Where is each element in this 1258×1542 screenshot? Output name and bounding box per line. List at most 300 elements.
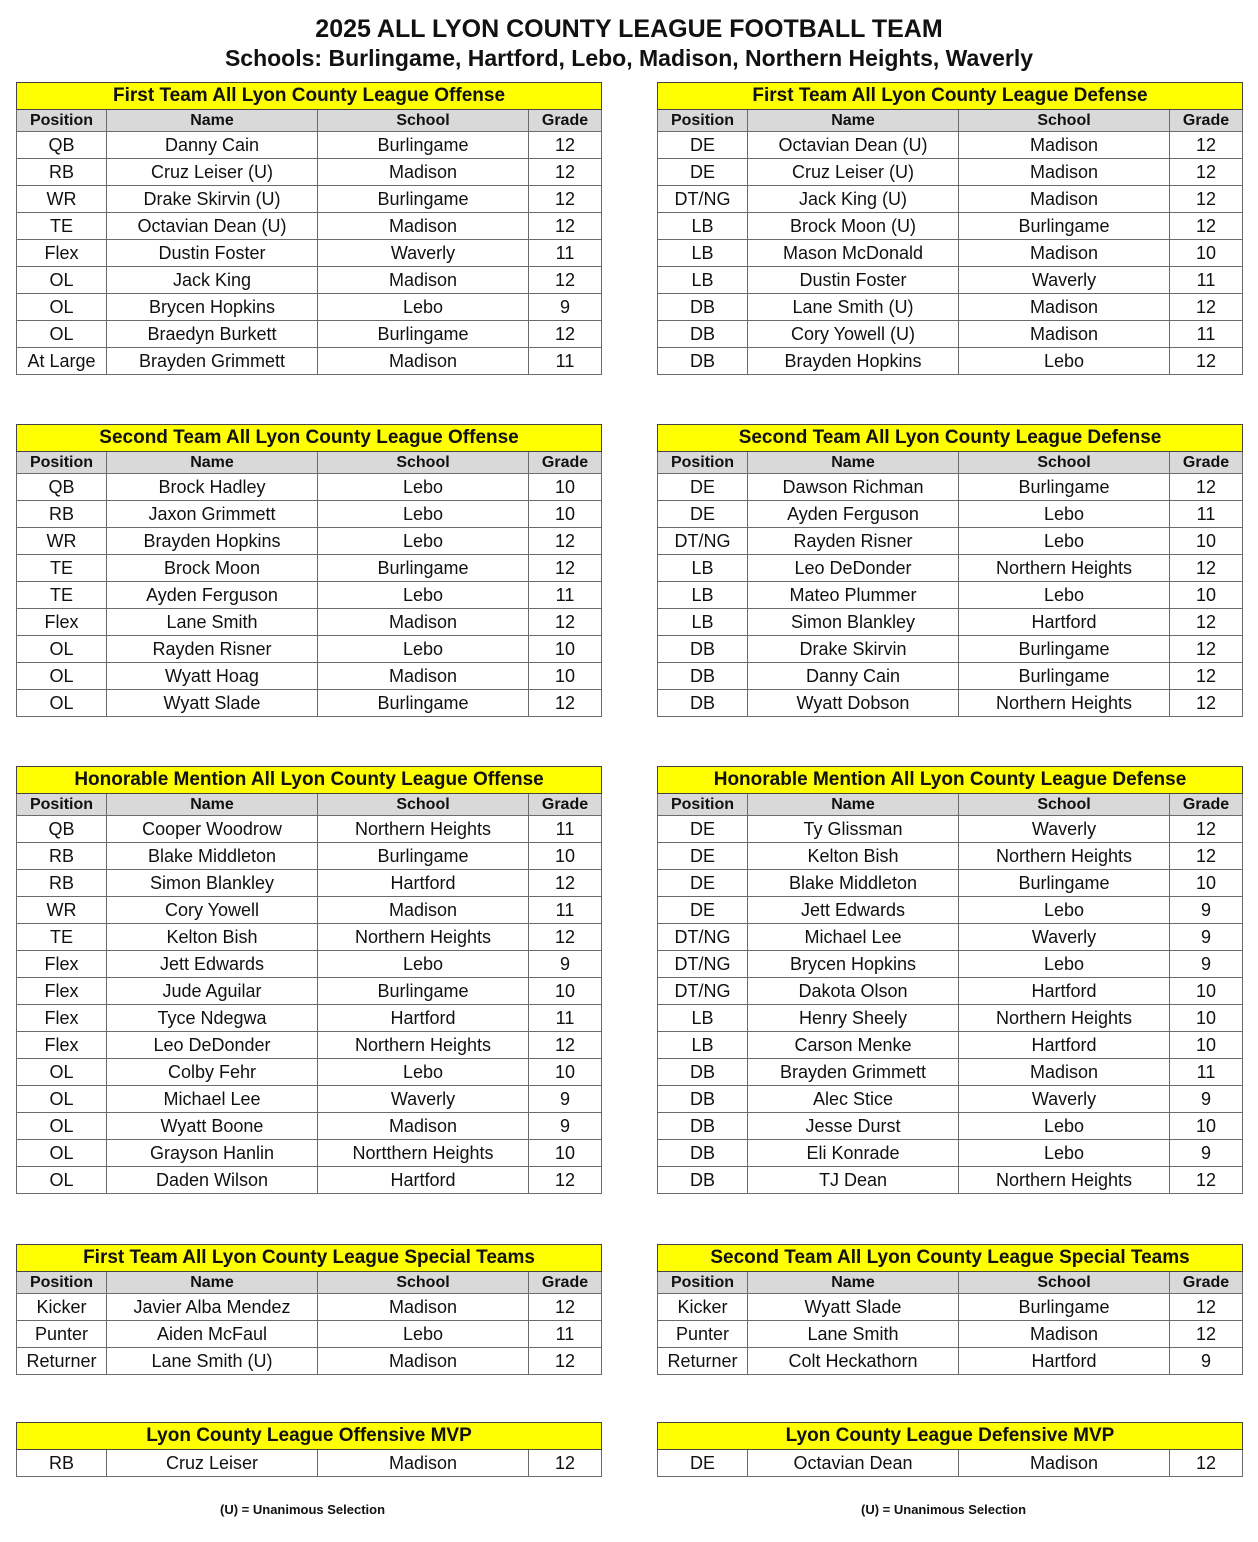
school-cell: Burlingame [318,978,529,1005]
name-cell: Brayden Hopkins [748,348,959,375]
roster-table [16,1244,602,1375]
name-cell: Brycen Hopkins [107,294,318,321]
name-cell: Aiden McFaul [107,1321,318,1348]
grade-cell: 10 [1170,1032,1243,1059]
grade-cell: 11 [529,582,602,609]
grade-cell: 12 [1170,474,1243,501]
name-cell: Ty Glissman [748,816,959,843]
table-title: Honorable Mention All Lyon County League Defense [658,767,1243,794]
position-cell: LB [658,609,748,636]
table-title: First Team All Lyon County League Defense [658,83,1243,110]
grade-cell: 11 [529,240,602,267]
grade-cell: 12 [529,1294,602,1321]
school-cell: Lebo [959,951,1170,978]
school-cell: Waverly [959,1086,1170,1113]
table-row [17,582,602,609]
table-row [658,132,1243,159]
school-cell: Hartford [318,1167,529,1194]
table-row [658,528,1243,555]
position-cell: TE [17,582,107,609]
position-cell: DE [658,474,748,501]
grade-cell: 10 [529,843,602,870]
column-header-row [658,794,1243,816]
grade-cell: 9 [1170,924,1243,951]
name-cell: Jack King (U) [748,186,959,213]
table-row [658,843,1243,870]
school-cell: Lebo [318,474,529,501]
grade-cell: 12 [1170,690,1243,717]
grade-cell: 12 [1170,636,1243,663]
grade-cell: 12 [1170,213,1243,240]
position-cell: At Large [17,348,107,375]
grade-cell: 12 [529,1450,602,1477]
column-header-school: School [318,794,529,816]
position-cell: Flex [17,240,107,267]
position-cell: DT/NG [658,528,748,555]
position-cell: LB [658,1005,748,1032]
name-cell: Daden Wilson [107,1167,318,1194]
name-cell: Jesse Durst [748,1113,959,1140]
school-cell: Lebo [959,501,1170,528]
grade-cell: 12 [529,213,602,240]
table-title: First Team All Lyon County League Special Teams [17,1245,602,1272]
grade-cell: 10 [529,474,602,501]
position-cell: Punter [658,1321,748,1348]
school-cell: Madison [318,213,529,240]
name-cell: Drake Skirvin (U) [107,186,318,213]
grade-cell: 12 [1170,1450,1243,1477]
name-cell: Michael Lee [107,1086,318,1113]
name-cell: Blake Middleton [107,843,318,870]
school-cell: Hartford [959,1032,1170,1059]
name-cell: Colby Fehr [107,1059,318,1086]
column-header-grade: Grade [1170,110,1243,132]
position-cell: OL [17,1059,107,1086]
table-title: Lyon County League Defensive MVP [658,1423,1243,1450]
table-row [17,528,602,555]
position-cell: Flex [17,978,107,1005]
table-row [17,186,602,213]
school-cell: Lebo [959,348,1170,375]
position-cell: OL [17,1113,107,1140]
position-cell: OL [17,690,107,717]
table-row [17,1140,602,1167]
grade-cell: 12 [1170,555,1243,582]
name-cell: Leo DeDonder [107,1032,318,1059]
grade-cell: 10 [1170,1113,1243,1140]
name-cell: Grayson Hanlin [107,1140,318,1167]
roster-table [657,1244,1243,1375]
school-cell: Burlingame [318,843,529,870]
name-cell: Colt Heckathorn [748,1348,959,1375]
position-cell: WR [17,897,107,924]
name-cell: Jett Edwards [748,897,959,924]
position-cell: DE [658,816,748,843]
school-cell: Madison [959,294,1170,321]
page-title: 2025 ALL LYON COUNTY LEAGUE FOOTBALL TEAM [315,15,943,43]
school-cell: Madison [959,159,1170,186]
name-cell: Mateo Plummer [748,582,959,609]
table-title: Second Team All Lyon County League Offense [17,425,602,452]
name-cell: Brock Hadley [107,474,318,501]
column-header-school: School [959,452,1170,474]
position-cell: OL [17,663,107,690]
school-cell: Lebo [318,636,529,663]
table-row [17,1348,602,1375]
grade-cell: 12 [1170,816,1243,843]
school-cell: Lebo [318,1059,529,1086]
table-row [17,897,602,924]
position-cell: DB [658,636,748,663]
position-cell: QB [17,132,107,159]
name-cell: Jett Edwards [107,951,318,978]
position-cell: RB [17,501,107,528]
name-cell: Brayden Hopkins [107,528,318,555]
column-header-grade: Grade [529,794,602,816]
school-cell: Burlingame [959,870,1170,897]
table-row [658,690,1243,717]
grade-cell: 12 [529,1167,602,1194]
table-row [17,690,602,717]
table-row [17,978,602,1005]
table-row [658,1294,1243,1321]
column-header-position: Position [658,1272,748,1294]
column-header-position: Position [658,452,748,474]
grade-cell: 12 [529,132,602,159]
grade-cell: 12 [529,555,602,582]
school-cell: Burlingame [318,690,529,717]
position-cell: Kicker [17,1294,107,1321]
table-row [658,1086,1243,1113]
table-row [658,951,1243,978]
school-cell: Lebo [318,1321,529,1348]
grade-cell: 9 [1170,1140,1243,1167]
table-row [17,321,602,348]
name-cell: Cruz Leiser (U) [748,159,959,186]
grade-cell: 11 [1170,321,1243,348]
position-cell: DB [658,1086,748,1113]
table-row [17,1450,602,1477]
school-cell: Waverly [959,267,1170,294]
school-cell: Burlingame [959,474,1170,501]
table-row [17,213,602,240]
school-cell: Madison [318,159,529,186]
name-cell: Mason McDonald [748,240,959,267]
position-cell: DB [658,1167,748,1194]
table-row [658,159,1243,186]
name-cell: Alec Stice [748,1086,959,1113]
name-cell: Leo DeDonder [748,555,959,582]
school-cell: Madison [318,267,529,294]
school-cell: Waverly [959,924,1170,951]
roster-table [657,424,1243,717]
table-row [17,843,602,870]
position-cell: RB [17,159,107,186]
table-row [658,1321,1243,1348]
table-row [658,978,1243,1005]
name-cell: Braedyn Burkett [107,321,318,348]
position-cell: OL [17,267,107,294]
position-cell: Flex [17,951,107,978]
table-title: Second Team All Lyon County League Defense [658,425,1243,452]
table-row [658,582,1243,609]
table-row [658,213,1243,240]
position-cell: LB [658,555,748,582]
school-cell: Madison [959,132,1170,159]
column-header-position: Position [658,794,748,816]
name-cell: Dustin Foster [748,267,959,294]
grade-cell: 12 [1170,132,1243,159]
table-row [17,555,602,582]
table-row [17,663,602,690]
school-cell: Northern Heights [959,1167,1170,1194]
school-cell: Burlingame [959,663,1170,690]
name-cell: Dakota Olson [748,978,959,1005]
position-cell: OL [17,321,107,348]
school-cell: Madison [959,186,1170,213]
table-row [658,321,1243,348]
table-row [658,1032,1243,1059]
school-cell: Madison [959,321,1170,348]
school-cell: Northern Heights [959,690,1170,717]
table-row [17,924,602,951]
name-cell: Henry Sheely [748,1005,959,1032]
grade-cell: 9 [1170,897,1243,924]
column-header-row [17,110,602,132]
grade-cell: 11 [529,816,602,843]
name-cell: Cory Yowell [107,897,318,924]
column-header-name: Name [107,794,318,816]
grade-cell: 12 [529,924,602,951]
position-cell: QB [17,816,107,843]
position-cell: TE [17,924,107,951]
name-cell: Ayden Ferguson [748,501,959,528]
position-cell: RB [17,843,107,870]
name-cell: Dawson Richman [748,474,959,501]
name-cell: Wyatt Boone [107,1113,318,1140]
table-title: Honorable Mention All Lyon County League Offense [17,767,602,794]
column-header-position: Position [17,794,107,816]
grade-cell: 12 [1170,1321,1243,1348]
grade-cell: 12 [1170,294,1243,321]
table-row [17,1032,602,1059]
name-cell: Lane Smith (U) [748,294,959,321]
table-row [17,1086,602,1113]
table-row [17,1321,602,1348]
position-cell: WR [17,528,107,555]
column-header-school: School [959,110,1170,132]
name-cell: Wyatt Hoag [107,663,318,690]
school-cell: Nortthern Heights [318,1140,529,1167]
position-cell: DB [658,294,748,321]
name-cell: Drake Skirvin [748,636,959,663]
table-row [658,1005,1243,1032]
table-row [17,159,602,186]
position-cell: Flex [17,609,107,636]
name-cell: Brock Moon [107,555,318,582]
grade-cell: 11 [529,348,602,375]
name-cell: Octavian Dean (U) [107,213,318,240]
grade-cell: 12 [529,159,602,186]
grade-cell: 10 [529,501,602,528]
position-cell: DB [658,348,748,375]
grade-cell: 12 [529,321,602,348]
school-cell: Madison [318,897,529,924]
school-cell: Waverly [318,1086,529,1113]
column-header-grade: Grade [529,452,602,474]
table-row [658,897,1243,924]
position-cell: LB [658,1032,748,1059]
table-title: Lyon County League Offensive MVP [17,1423,602,1450]
table-row [658,609,1243,636]
school-cell: Madison [959,1059,1170,1086]
grade-cell: 12 [1170,348,1243,375]
column-header-school: School [959,1272,1170,1294]
page-subtitle: Schools: Burlingame, Hartford, Lebo, Madison, Northern Heights, Waverly [224,45,1034,71]
grade-cell: 10 [1170,870,1243,897]
column-header-row [658,1272,1243,1294]
position-cell: DT/NG [658,978,748,1005]
column-header-name: Name [107,110,318,132]
grade-cell: 9 [529,1113,602,1140]
grade-cell: 12 [529,609,602,636]
grade-cell: 12 [1170,159,1243,186]
name-cell: Brayden Grimmett [107,348,318,375]
position-cell: OL [17,294,107,321]
name-cell: Lane Smith (U) [107,1348,318,1375]
school-cell: Burlingame [318,321,529,348]
position-cell: OL [17,636,107,663]
position-cell: DE [658,843,748,870]
school-cell: Northern Heights [959,1005,1170,1032]
roster-table [16,766,602,1194]
name-cell: Brayden Grimmett [748,1059,959,1086]
column-header-grade: Grade [1170,452,1243,474]
column-header-grade: Grade [529,1272,602,1294]
grade-cell: 12 [1170,843,1243,870]
table-row [17,348,602,375]
school-cell: Burlingame [318,186,529,213]
name-cell: Danny Cain [107,132,318,159]
school-cell: Waverly [959,816,1170,843]
school-cell: Northern Heights [318,816,529,843]
school-cell: Madison [959,1450,1170,1477]
position-cell: TE [17,555,107,582]
table-row [17,1113,602,1140]
position-cell: RB [17,1450,107,1477]
roster-table [16,1422,602,1477]
name-cell: Brycen Hopkins [748,951,959,978]
position-cell: LB [658,240,748,267]
school-cell: Burlingame [959,213,1170,240]
column-header-position: Position [17,1272,107,1294]
school-cell: Madison [318,348,529,375]
grade-cell: 11 [1170,1059,1243,1086]
position-cell: QB [17,474,107,501]
position-cell: DT/NG [658,951,748,978]
footnote-left: (U) = Unanimous Selection [220,1502,386,1517]
column-header-position: Position [658,110,748,132]
table-title: First Team All Lyon County League Offense [17,83,602,110]
table-row [658,870,1243,897]
table-row [17,636,602,663]
grade-cell: 12 [529,528,602,555]
school-cell: Northern Heights [959,555,1170,582]
grade-cell: 12 [529,1348,602,1375]
name-cell: Javier Alba Mendez [107,1294,318,1321]
position-cell: DE [658,870,748,897]
table-row [17,951,602,978]
grade-cell: 9 [529,951,602,978]
table-row [17,1167,602,1194]
grade-cell: 10 [529,1140,602,1167]
name-cell: Tyce Ndegwa [107,1005,318,1032]
school-cell: Madison [318,1450,529,1477]
school-cell: Madison [318,663,529,690]
school-cell: Lebo [318,951,529,978]
table-row [658,1140,1243,1167]
column-header-row [17,1272,602,1294]
position-cell: DB [658,663,748,690]
name-cell: Simon Blankley [748,609,959,636]
school-cell: Northern Heights [318,1032,529,1059]
position-cell: Flex [17,1032,107,1059]
grade-cell: 11 [529,1005,602,1032]
position-cell: WR [17,186,107,213]
table-row [658,240,1243,267]
school-cell: Hartford [959,978,1170,1005]
table-row [658,501,1243,528]
table-row [17,609,602,636]
table-row [658,636,1243,663]
grade-cell: 9 [1170,1348,1243,1375]
school-cell: Burlingame [318,132,529,159]
grade-cell: 10 [1170,240,1243,267]
grade-cell: 9 [529,294,602,321]
grade-cell: 10 [529,1059,602,1086]
school-cell: Madison [318,1348,529,1375]
column-header-position: Position [17,452,107,474]
position-cell: DB [658,1059,748,1086]
school-cell: Hartford [959,609,1170,636]
school-cell: Madison [318,609,529,636]
column-header-grade: Grade [529,110,602,132]
name-cell: Lane Smith [107,609,318,636]
table-row [17,1005,602,1032]
name-cell: Rayden Risner [748,528,959,555]
roster-table [657,1422,1243,1477]
column-header-school: School [318,110,529,132]
table-row [17,870,602,897]
roster-table [657,766,1243,1194]
position-cell: OL [17,1140,107,1167]
column-header-name: Name [107,452,318,474]
table-row [658,1113,1243,1140]
table-row [17,501,602,528]
column-header-school: School [959,794,1170,816]
name-cell: Wyatt Slade [107,690,318,717]
school-cell: Lebo [318,501,529,528]
position-cell: Flex [17,1005,107,1032]
school-cell: Lebo [318,582,529,609]
column-header-grade: Grade [1170,1272,1243,1294]
table-row [17,1059,602,1086]
grade-cell: 10 [529,978,602,1005]
school-cell: Hartford [959,1348,1170,1375]
column-header-row [17,452,602,474]
grade-cell: 11 [529,1321,602,1348]
grade-cell: 12 [529,1032,602,1059]
